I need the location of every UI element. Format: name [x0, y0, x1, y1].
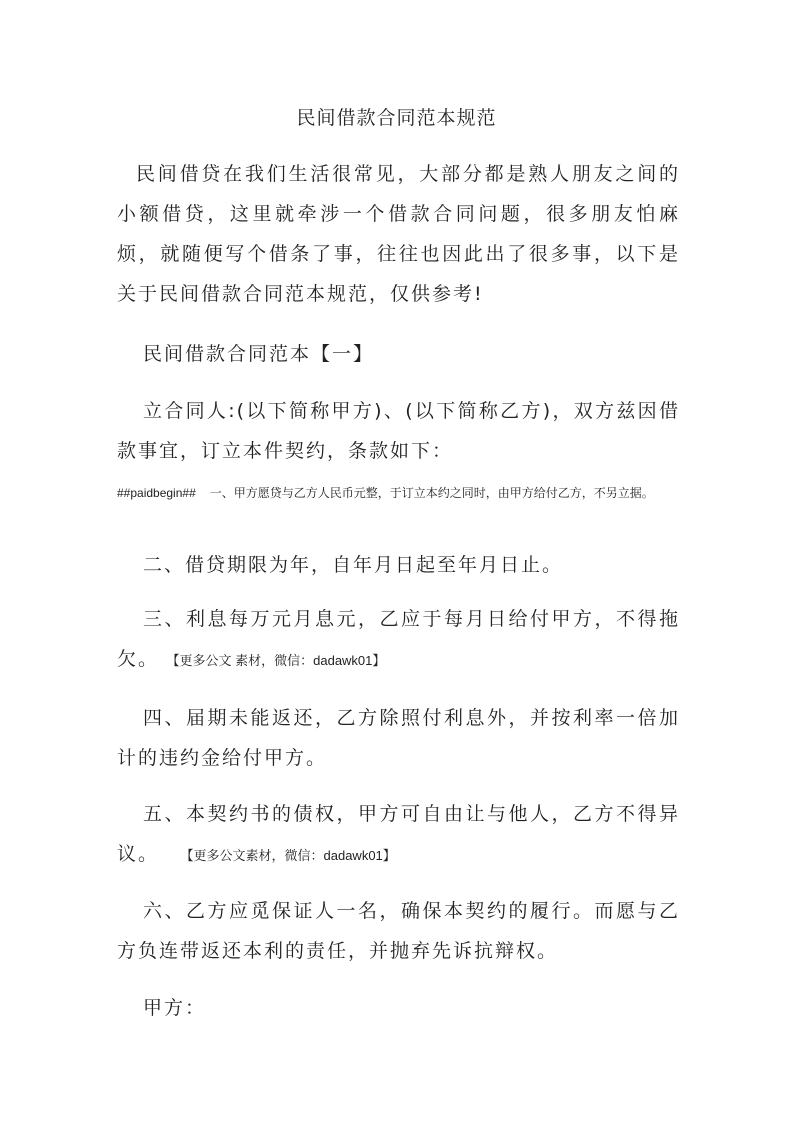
clause-4-paragraph: 四、届期未能返还，乙方除照付利息外，并按利率一倍加计的违约金给付甲方。: [117, 707, 680, 769]
section-heading: 民间借款合同范本【一】: [143, 343, 375, 365]
clause-3-paragraph: [117, 599, 680, 681]
clause-2-paragraph: 二、借贷期限为年，自年月日起至年月日止。: [143, 554, 564, 576]
paid-marker: ##paidbegin##: [117, 486, 196, 500]
page-title: 民间借款合同范本规范: [296, 107, 497, 129]
clause-5-note: 【更多公文素材，微信：dadawk01】: [187, 848, 396, 863]
clause-3-note: 【更多公文 素材，微信：dadawk01】: [173, 653, 386, 668]
clause-5-paragraph: [117, 794, 680, 876]
parties-paragraph: 立合同人:(以下简称甲方)、(以下简称乙方)，双方兹因借款事宜，订立本件契约，条款如下：: [117, 400, 680, 462]
clause-3-text: 三、利息每万元月息元，乙应于每月日给付甲方，不得拖欠。: [117, 608, 680, 670]
clause-1-block: [117, 483, 680, 503]
party-a-label: 甲方：: [143, 997, 207, 1019]
clause-6-paragraph: 六、乙方应觅保证人一名，确保本契约的履行。而愿与乙方负连带返还本利的责任，并抛弃先诉抗辩权。: [117, 900, 680, 962]
clause-1-text: 一、甲方愿贷与乙方人民币元整，于订立本约之同时，由甲方给付乙方，不另立据。: [209, 486, 654, 500]
clause-5-text: 五、本契约书的债权，甲方可自由让与他人，乙方不得异议。: [117, 803, 680, 865]
intro-paragraph: 民间借贷在我们生活很常见，大部分都是熟人朋友之间的小额借贷，这里就牵涉一个借款合同问题，很多朋友怕麻烦，就随便写个借条了事，往往也因此出了很多事，以下是关于民间借款合同范本规范，仅供参考!: [117, 163, 680, 305]
